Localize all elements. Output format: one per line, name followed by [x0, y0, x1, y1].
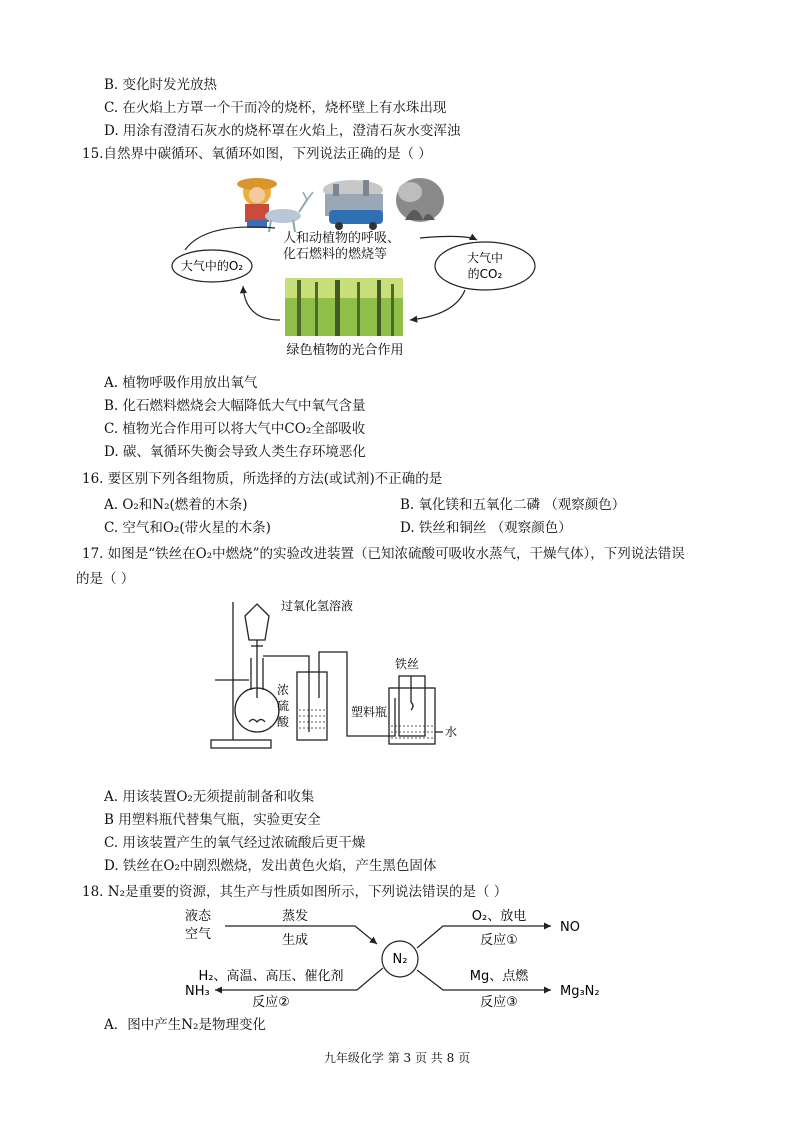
label-reaction-2: 反应② [252, 995, 290, 1010]
co2-node-label-2: 的CO₂ [467, 267, 503, 281]
co2-node [435, 242, 535, 290]
q16-option-a: A. O₂和N₂(燃着的木条) [104, 497, 248, 513]
label-acid-3: 酸 [277, 715, 290, 729]
q17-stem-line-1: 17. 如图是“铁丝在O₂中燃烧”的实验改进装置（已知浓硫酸可吸收水蒸气，干燥气体），下列说法错误 [82, 546, 685, 562]
n2-node-label: N₂ [392, 952, 408, 967]
label-reaction-1: 反应① [480, 933, 518, 948]
fire-smoke-illustration [396, 178, 444, 222]
q15-option-c: C. 植物光合作用可以将大气中CO₂全部吸收 [104, 421, 366, 437]
q17-stem-line-2: 的是（ ） [76, 571, 135, 587]
label-no: NO [560, 920, 580, 935]
q15-option-d: D. 碳、氧循环失衡会导致人类生存环境恶化 [104, 444, 366, 460]
arrow-co2-to-plants [410, 290, 465, 320]
q14-option-d: D. 用涂有澄清石灰水的烧杯罩在火焰上，澄清石灰水变浑浊 [104, 123, 461, 139]
label-acid-1: 浓 [277, 683, 290, 697]
label-water: 水 [445, 725, 458, 739]
label-mg-ignite: Mg、点燃 [469, 969, 529, 984]
label-nh3: NH₃ [185, 984, 210, 999]
label-hydrogen-peroxide: 过氧化氢溶液 [281, 599, 354, 613]
q17-option-b: B 用塑料瓶代替集气瓶，实验更安全 [104, 812, 321, 828]
q14-option-c: C. 在火焰上方罩一个干而冷的烧杯，烧杯壁上有水珠出现 [104, 100, 447, 116]
factory-car-illustration [323, 180, 383, 230]
label-evaporation: 蒸发 [281, 909, 309, 924]
q16-option-d: D. 铁丝和铜丝 （观察颜色） [400, 520, 572, 536]
o2-node-label: 大气中的O₂ [180, 259, 244, 273]
q14-option-b: B. 变化时发光放热 [104, 77, 218, 93]
label-reaction-3: 反应③ [480, 995, 518, 1010]
q15-stem: 15.自然界中碳循环、氧循环如图，下列说法正确的是（ ） [82, 146, 432, 162]
plastic-bottle [399, 676, 425, 736]
q18-stem: 18. N₂是重要的资源，其生产与性质如图所示，下列说法错误的是（ ） [82, 884, 508, 900]
arrow-to-co2 [420, 236, 477, 240]
iron-wire [411, 676, 413, 710]
iron-combustion-apparatus-figure [205, 598, 475, 758]
arrow-plants-to-o2 [243, 286, 280, 320]
q15-option-a: A. 植物呼吸作用放出氧气 [104, 375, 258, 391]
label-iron-wire: 铁丝 [395, 657, 420, 671]
q16-option-c: C. 空气和O₂(带火星的木条) [104, 520, 271, 536]
forest-illustration [285, 278, 403, 336]
label-h2-conditions: H₂、高温、高压、催化剂 [198, 969, 344, 984]
delivery-tube-1 [263, 656, 309, 678]
q17-option-d: D. 铁丝在O₂中剧烈燃烧，发出黄色火焰，产生黑色固体 [104, 858, 437, 874]
cycle-label-bottom: 绿色植物的光合作用 [286, 343, 404, 358]
nitrogen-production-figure [185, 904, 605, 1012]
arrow-o2-to-respiration [185, 227, 275, 250]
label-generation: 生成 [281, 933, 309, 948]
iron-stand-base [211, 740, 271, 748]
co2-node-label-1: 大气中 [466, 251, 504, 265]
sulfuric-acid-bottle [297, 672, 327, 740]
carbon-oxygen-cycle-figure [165, 170, 555, 370]
label-liquid-air-1: 液态 [185, 909, 212, 924]
label-plastic-bottle: 塑料瓶 [351, 705, 388, 719]
delivery-tube-2 [319, 652, 395, 736]
label-liquid-air-2: 空气 [185, 927, 212, 942]
label-o2-discharge: O₂、放电 [471, 909, 527, 924]
cycle-label-top-2: 化石燃料的燃烧等 [283, 247, 388, 262]
q17-option-c: C. 用该装置产生的氧气经过浓硫酸后更干燥 [104, 835, 366, 851]
q18-option-a: A．图中产生N₂是物理变化 [104, 1017, 266, 1033]
q16-option-b: B. 氧化镁和五氧化二磷 （观察颜色） [400, 497, 626, 513]
people-animal-illustration [237, 178, 313, 232]
q17-option-a: A. 用该装置O₂无须提前制备和收集 [104, 789, 315, 805]
cycle-label-top-1: 人和动植物的呼吸、 [283, 231, 401, 246]
page-footer: 九年级化学 第 3 页 共 8 页 [323, 1051, 471, 1065]
separatory-funnel [245, 604, 269, 640]
label-mg3n2: Mg₃N₂ [560, 984, 600, 999]
q15-option-b: B. 化石燃料燃烧会大幅降低大气中氧气含量 [104, 398, 366, 414]
q16-stem: 16. 要区别下列各组物质，所选择的方法(或试剂)不正确的是 [82, 471, 443, 487]
label-acid-2: 硫 [277, 699, 290, 713]
